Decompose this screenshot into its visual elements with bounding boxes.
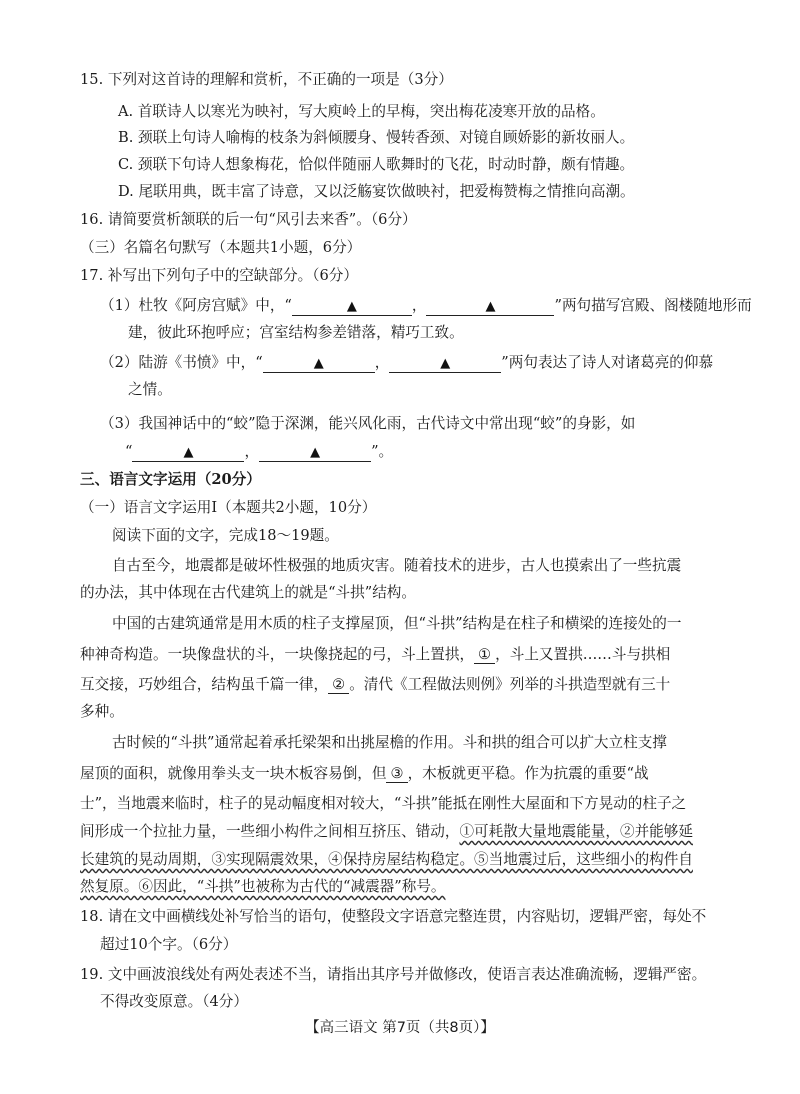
passage-p2-line4: 多种。 — [80, 703, 124, 720]
q17-item1-line2: 建，彼此环抱呼应；宫室结构参差错落，精巧工致。 — [128, 324, 464, 341]
passage-p3-line6: 然复原。⑥因此，“斗拱”也被称为古代的“减震器”称号。 — [80, 878, 446, 895]
q17-item1-text: （1）杜牧《阿房宫赋》中，“ — [100, 297, 292, 314]
question-18-line1: 18. 请在文中画横线处补写恰当的语句，使整段文字语意完整连贯，内容贴切，逻辑严密，每处不 — [80, 908, 707, 925]
passage-p1-line2: 的办法，其中体现在古代建筑上的就是“斗拱”结构。 — [80, 584, 416, 601]
passage-text: ，斗上又置拱……斗与拱相 — [495, 646, 671, 663]
question-15-stem: 15. 下列对这首诗的理解和赏析，不正确的一项是（3分） — [80, 71, 453, 88]
passage-p3-line3: 士”，当地震来临时，柱子的晃动幅度相对较大，“斗拱”能抵在刚性大屋面和下方晃动的柱子之 — [80, 795, 687, 812]
passage-p1-line1: 自古至今，地震都是破坏性极强的地质灾害。随着技术的进步，古人也摸索出了一些抗震 — [112, 557, 682, 574]
option-d: D. 尾联用典，既丰富了诗意，又以泛觞宴饮做映衬，把爱梅赞梅之情推向高潮。 — [118, 183, 635, 200]
q17-item2-comma: ， — [374, 354, 390, 371]
section3-heading: 三、语言文字运用（20分） — [80, 471, 261, 488]
q17-item3-comma: ， — [244, 443, 260, 460]
blank-marker-icon: ▲ — [485, 299, 496, 314]
q17-item3-close-quote: ”。 — [371, 443, 394, 460]
page-footer: 【高三语文 第7页（共8页）】 — [305, 1020, 495, 1036]
passage-p2-line1: 中国的古建筑通常是用木质的柱子支撑屋顶，但“斗拱”结构是在柱子和横梁的连接处的一 — [112, 615, 682, 632]
option-c: C. 颈联下句诗人想象梅花，恰似伴随丽人歌舞时的飞花，时动时静，颇有情趣。 — [118, 156, 635, 173]
sub1-heading: （一）语言文字运用Ⅰ（本题共2小题，10分） — [80, 499, 377, 516]
question-19-line2: 不得改变原意。（4分） — [100, 993, 248, 1010]
passage-text: 屋顶的面积，就像用拳头支一块木板容易倒，但 — [80, 765, 387, 782]
blank-marker-icon: ▲ — [346, 299, 357, 314]
blank-3[interactable]: ③ — [386, 765, 407, 783]
answer-blank[interactable] — [389, 354, 501, 373]
option-b: B. 颈联上句诗人喻梅的枝条为斜倾腰身、慢转香颈、对镜自顾娇影的新妆丽人。 — [118, 129, 635, 146]
blank-marker-icon: ▲ — [440, 356, 451, 371]
q17-item2-line1 — [100, 353, 713, 373]
passage-text: 种神奇构造。一块像盘状的斗，一块像挠起的弓，斗上置拱， — [80, 646, 475, 663]
passage-text: ，木板就更平稳。作为抗震的重要“战 — [407, 765, 649, 782]
q17-item1-comma: ， — [411, 297, 427, 314]
answer-blank[interactable] — [292, 297, 412, 316]
blank-1[interactable]: ① — [474, 646, 495, 664]
answer-blank[interactable] — [132, 443, 244, 462]
q17-item1-line1 — [100, 296, 752, 316]
passage-text: 。清代《工程做法则例》列举的斗拱造型就有三十 — [349, 676, 671, 693]
q17-item3-open-quote: “ — [125, 443, 133, 460]
blank-marker-icon: ▲ — [313, 356, 324, 371]
passage-p3-line1: 古时候的“斗拱”通常起着承托梁架和出挑屋檐的作用。斗和拱的组合可以扩大立柱支撑 — [112, 734, 667, 751]
reading-instruction: 阅读下面的文字，完成18～19题。 — [112, 527, 339, 544]
question-19-line1: 19. 文中画波浪线处有两处表述不当，请指出其序号并做修改，使语言表达准确流畅，逻辑严密。 — [80, 966, 707, 983]
q17-item2-line2: 之情。 — [128, 381, 172, 398]
passage-p3-line2 — [80, 764, 649, 784]
option-a: A. 首联诗人以寒光为映衬，写大庾岭上的早梅，突出梅花凌寒开放的品格。 — [118, 103, 605, 120]
q17-item1-text2: ”两句描写宫殿、阁楼随地形而 — [554, 297, 752, 314]
q17-item3-line1: （3）我国神话中的“蛟”隐于深渊，能兴风化雨，古代诗文中常出现“蛟”的身影，如 — [100, 415, 636, 432]
blank-marker-icon: ▲ — [310, 445, 321, 460]
passage-p3-line4 — [80, 822, 693, 842]
question-18-line2: 超过10个字。（6分） — [100, 936, 238, 953]
q17-item3-line2 — [125, 442, 393, 462]
answer-blank[interactable] — [259, 443, 371, 462]
part3-heading: （三）名篇名句默写（本题共1小题，6分） — [80, 239, 362, 256]
blank-2[interactable]: ② — [328, 676, 349, 694]
answer-blank[interactable] — [426, 297, 554, 316]
passage-p3-line5: 长建筑的晃动周期，③实现隔震效果，④保持房屋结构稳定。⑤当地震过后，这些细小的构件自 — [80, 851, 693, 868]
q17-item2-text2: ”两句表达了诗人对诸葛亮的仰慕 — [501, 354, 714, 371]
passage-p2-line2 — [80, 645, 670, 665]
passage-text: 互交接，巧妙组合，结构虽千篇一律， — [80, 676, 329, 693]
wavy-underlined-text: ①可耗散大量地震能量，②并能够延 — [459, 823, 693, 840]
answer-blank[interactable] — [263, 354, 375, 373]
passage-p2-line3 — [80, 675, 670, 695]
q17-item2-text: （2）陆游《书愤》中，“ — [100, 354, 263, 371]
passage-text: 间形成一个拉扯力量，一些细小构件之间相互挤压、错动， — [80, 823, 460, 840]
blank-marker-icon: ▲ — [183, 445, 194, 460]
question-17-stem: 17. 补写出下列句子中的空缺部分。（6分） — [80, 267, 358, 284]
question-16: 16. 请简要赏析颔联的后一句“风引去来香”。（6分） — [80, 211, 417, 228]
